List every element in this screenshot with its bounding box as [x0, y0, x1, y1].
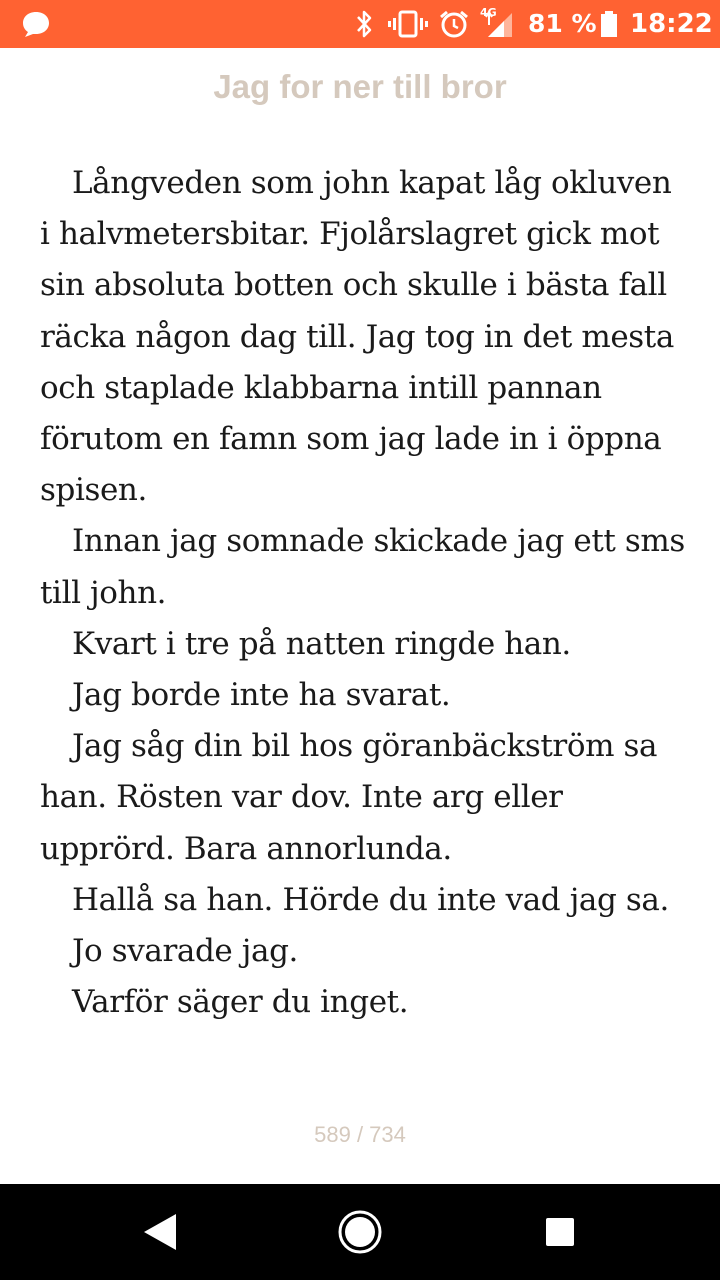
battery-icon	[598, 9, 620, 39]
page-indicator: 589 / 734	[314, 1122, 406, 1147]
chapter-title: Jag for ner till bror	[213, 68, 507, 105]
battery-percent: 81 %	[528, 9, 597, 38]
recents-button[interactable]	[500, 1184, 620, 1280]
status-bar	[0, 0, 720, 48]
home-icon	[337, 1209, 383, 1255]
chat-bubble-icon	[20, 9, 52, 39]
book-text	[40, 158, 690, 1028]
navigation-bar	[0, 1184, 720, 1280]
paragraph: Jag borde inte ha svarat.	[72, 677, 451, 714]
clock: 18:22	[630, 9, 713, 39]
paragraph: Jo svarade jag.	[72, 933, 298, 970]
signal-icon	[484, 9, 516, 39]
paragraph: Innan jag somnade skickade jag ett sms till john.	[40, 523, 685, 611]
paragraph: Jag såg din bil hos göranbäckström sa han. Rösten var dov. Inte arg eller upprörd. Bara annorlunda.	[40, 728, 658, 867]
home-button[interactable]	[300, 1184, 420, 1280]
vibrate-icon	[388, 9, 428, 39]
paragraph: Hallå sa han. Hörde du inte vad jag sa.	[72, 881, 669, 918]
back-icon	[142, 1212, 178, 1252]
recents-icon	[544, 1216, 576, 1248]
bluetooth-icon	[352, 9, 376, 39]
network-type-label: 4G	[480, 6, 497, 19]
back-button[interactable]	[100, 1184, 220, 1280]
alarm-icon	[438, 9, 470, 39]
paragraph: Varför säger du inget.	[72, 984, 409, 1021]
paragraph: Kvart i tre på natten ringde han.	[72, 625, 571, 662]
paragraph: Långveden som john kapat låg okluven i halvmetersbitar. Fjolårslagret gick mot sin absoluta botten och skulle i bästa fall räcka någon dag till. Jag tog in det mesta och staplade klabbarna intill pannan förutom en famn som jag lade in i öppna spisen.	[40, 165, 674, 509]
